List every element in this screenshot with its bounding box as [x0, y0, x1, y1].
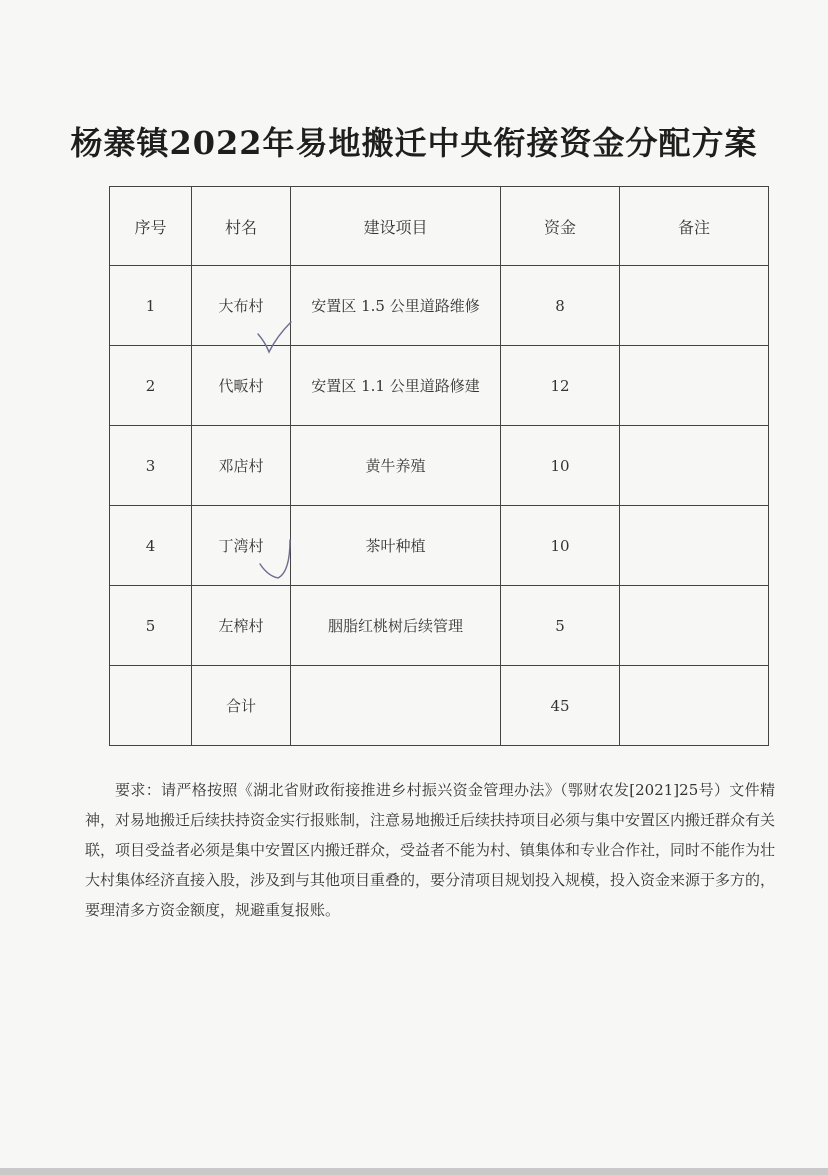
cell-funds: 12	[501, 346, 620, 426]
header-project: 建设项目	[291, 187, 501, 266]
cell-funds: 10	[501, 426, 620, 506]
requirements-paragraph	[85, 775, 775, 925]
allocation-table	[109, 186, 769, 746]
table-header-row	[110, 187, 769, 266]
header-funds: 资金	[501, 187, 620, 266]
cell-project: 茶叶种植	[291, 506, 501, 586]
cell-seq: 1	[110, 266, 192, 346]
cell-project: 安置区 1.1 公里道路修建	[291, 346, 501, 426]
scan-bottom-edge	[0, 1168, 828, 1175]
cell-remarks	[620, 586, 769, 666]
cell-funds: 10	[501, 506, 620, 586]
cell-seq: 2	[110, 346, 192, 426]
cell-remarks	[620, 266, 769, 346]
cell-project: 胭脂红桃树后续管理	[291, 586, 501, 666]
table-row	[110, 506, 769, 586]
total-seq-empty	[110, 666, 192, 746]
table-row	[110, 266, 769, 346]
cell-funds: 5	[501, 586, 620, 666]
table-row	[110, 426, 769, 506]
header-remarks: 备注	[620, 187, 769, 266]
total-project-empty	[291, 666, 501, 746]
header-village: 村名	[192, 187, 291, 266]
cell-remarks	[620, 346, 769, 426]
cell-project: 黄牛养殖	[291, 426, 501, 506]
cell-remarks	[620, 506, 769, 586]
total-remarks-empty	[620, 666, 769, 746]
cell-remarks	[620, 426, 769, 506]
cell-seq: 5	[110, 586, 192, 666]
requirements-text: 要求：请严格按照《湖北省财政衔接推进乡村振兴资金管理办法》（鄂财农发[2021]25号）文件精神，对易地搬迁后续扶持资金实行报账制，注意易地搬迁后续扶持项目必须与集中安置区内搬迁群众有关联，项目受益者必须是集中安置区内搬迁群众，受益者不能为村、镇集体和专业合作社，同时不能作为壮大村集体经济直接入股，涉及到与其他项目重叠的，要分清项目规划投入规模，投入资金来源于多方的，要理清多方资金额度，规避重复报账。	[85, 781, 776, 919]
cell-seq: 3	[110, 426, 192, 506]
table-total-row	[110, 666, 769, 746]
header-seq: 序号	[110, 187, 192, 266]
total-label: 合计	[192, 666, 291, 746]
cell-project: 安置区 1.5 公里道路维修	[291, 266, 501, 346]
table-row	[110, 346, 769, 426]
cell-village: 代畈村	[192, 346, 291, 426]
cell-seq: 4	[110, 506, 192, 586]
table-row	[110, 586, 769, 666]
document-title: 杨寨镇2022年易地搬迁中央衔接资金分配方案	[70, 124, 758, 162]
cell-village: 丁湾村	[192, 506, 291, 586]
cell-village: 大布村	[192, 266, 291, 346]
cell-village: 左榨村	[192, 586, 291, 666]
total-funds: 45	[501, 666, 620, 746]
cell-funds: 8	[501, 266, 620, 346]
cell-village: 邓店村	[192, 426, 291, 506]
